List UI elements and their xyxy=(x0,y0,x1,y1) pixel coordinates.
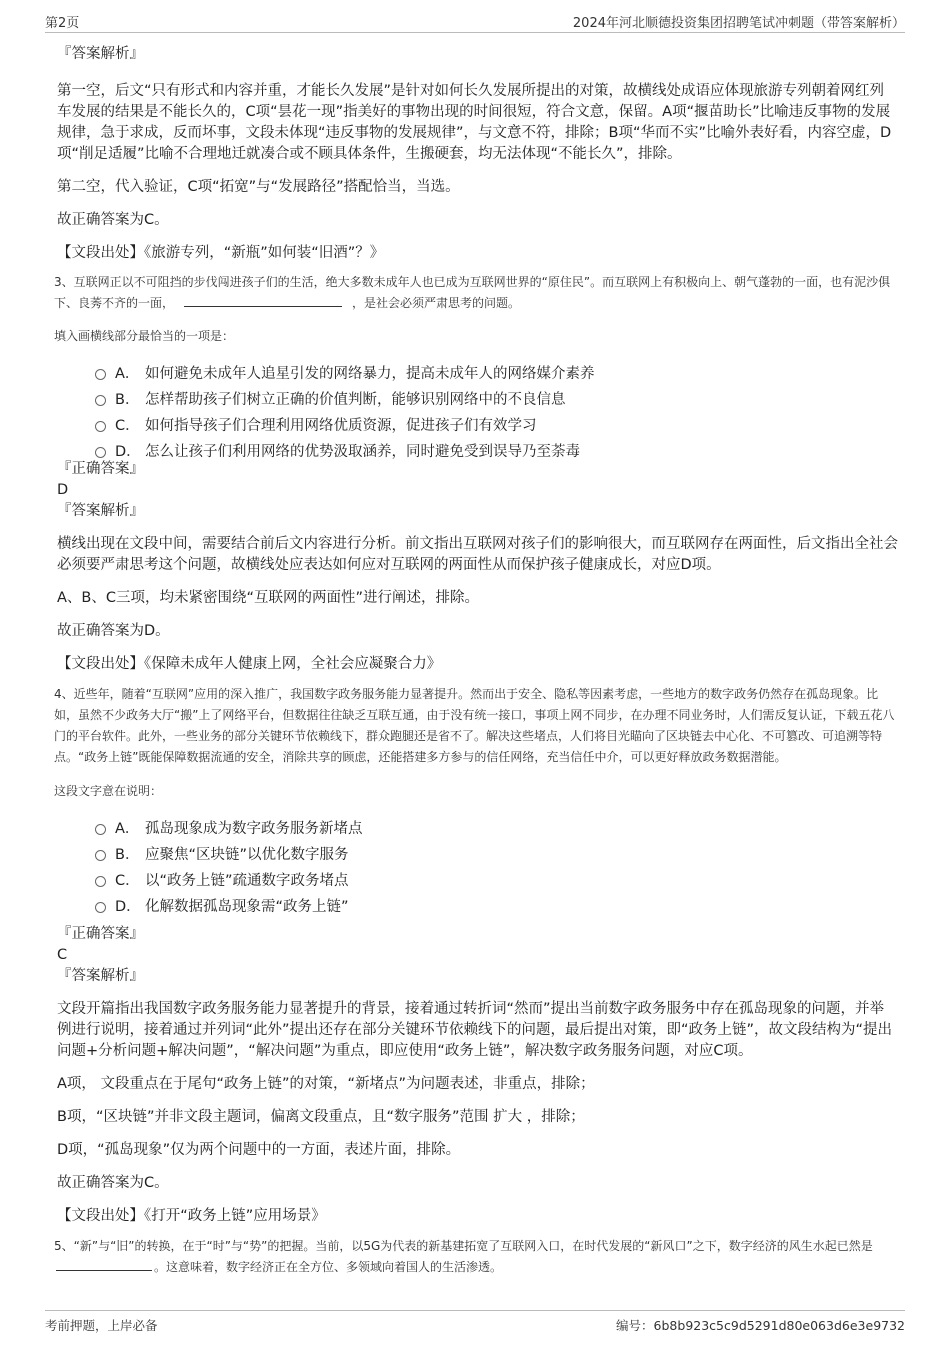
q4-options xyxy=(95,816,898,920)
q4-answer-label: 『正确答案』 xyxy=(57,926,144,942)
q3-analysis-label: 『答案解析』 xyxy=(57,503,144,519)
document-title: 2024年河北顺德投资集团招聘笔试冲刺题（带答案解析） xyxy=(572,16,905,31)
radio-icon[interactable] xyxy=(95,369,106,380)
q3-answer-label: 『正确答案』 xyxy=(57,461,144,477)
q2-analysis-label: 『答案解析』 xyxy=(57,46,144,62)
radio-icon[interactable] xyxy=(95,902,106,913)
q2-analysis-p2: 第二空，代入验证，C项“拓宽”与“发展路径”搭配恰当，当选。 xyxy=(57,179,460,195)
radio-icon[interactable] xyxy=(95,395,106,406)
radio-icon[interactable] xyxy=(95,876,106,887)
q4-option-b[interactable]: B． 应聚焦“区块链”以优化数字服务 xyxy=(95,842,898,868)
q4-analysis-label: 『答案解析』 xyxy=(57,968,144,984)
q5-blank xyxy=(56,1258,152,1271)
page-footer xyxy=(45,1310,905,1336)
q3-options xyxy=(95,361,898,465)
q4-analysis-p4: D项，“孤岛现象”仅为两个问题中的一方面，表述片面，排除。 xyxy=(57,1142,461,1158)
q4-analysis-p5: 故正确答案为C。 xyxy=(57,1175,169,1191)
q3-option-b[interactable]: B． 怎样帮助孩子们树立正确的价值判断，能够识别网络中的不良信息 xyxy=(95,387,898,413)
q2-analysis-p3: 故正确答案为C。 xyxy=(57,212,169,228)
q4-prompt: 这段文字意在说明： xyxy=(54,784,163,798)
page-number: 第2页 xyxy=(45,16,80,31)
footer-slogan: 考前押题，上岸必备 xyxy=(45,1318,158,1333)
q3-source: 【文段出处】《保障未成年人健康上网，全社会应凝聚合力》 xyxy=(57,656,442,672)
q4-analysis-p3: B项，“区块链”并非文段主题词，偏离文段重点，且“数字服务”范围 扩大 ，排除； xyxy=(57,1109,585,1125)
document-id: 编号：6b8b923c5c9d5291d80e063d6e3e9732 xyxy=(616,1318,905,1333)
q2-source: 【文段出处】《旅游专列，“新瓶”如何装“旧酒”？》 xyxy=(57,245,385,261)
q3-analysis-p3: 故正确答案为D。 xyxy=(57,623,170,639)
q3-analysis-p1: 横线出现在文段中间，需要结合前后文内容进行分析。前文指出互联网对孩子们的影响很大，而互联网存在两面性，后文指出全社会必须要严肃思考这个问题，故横线处应表达如何应对互联网的两面性从而保护孩子健康成长，对应D项。 xyxy=(57,536,898,573)
q3-analysis-p2: A、B、C三项，均未紧密围绕“互联网的两面性”进行阐述，排除。 xyxy=(57,590,480,606)
q4-option-c[interactable]: C． 以“政务上链”疏通数字政务堵点 xyxy=(95,868,898,894)
q3-option-a[interactable]: A． 如何避免未成年人追星引发的网络暴力，提高未成年人的网络媒介素养 xyxy=(95,361,898,387)
q4-answer: C xyxy=(57,947,68,963)
q2-analysis-p1: 第一空，后文“只有形式和内容并重，才能长久发展”是针对如何长久发展所提出的对策，故横线处成语应体现旅游专列朝着网红列车发展的结果是不能长久的，C项“昙花一现”指美好的事物出现的时间很短，符合文意，保留。A项“揠苗助长”比喻违反事物的发展规律，急于求成，反而坏事，文段未体现“违反事物的发展规律”，与文意不符，排除；B项“华而不实”比喻外表好看，内容空虚，D项“削足适履”比喻不合理地迁就凑合或不顾具体条件，生搬硬套，均无法体现“不能长久”，排除。 xyxy=(57,83,892,162)
q3-stem-start: 3、互联网正以不可阻挡的步伐闯进孩子们的生活，绝大多数未成年人也已成为互联网世界的“原住民”。而互联网上有积极向上、朝气蓬勃的一面，也有泥沙俱下、良莠不齐的一面， xyxy=(54,275,891,310)
q5-stem-start: 5、“新”与“旧”的转换，在于“时”与“势”的把握。当前，以5G为代表的新基建拓宽了互联网入口，在时代发展的“新风口”之下，数字经济的风生水起已然是 xyxy=(54,1239,873,1253)
radio-icon[interactable] xyxy=(95,447,106,458)
q4-stem: 4、近些年，随着“互联网”应用的深入推广，我国数字政务服务能力显著提升。然而出于安全、隐私等因素考虑，一些地方的数字政务仍然存在孤岛现象。比如，虽然不少政务大厅“搬”上了网络平台，但数据往往缺乏互联互通，由于没有统一接口，事项上网不同步，在办理不同业务时，人们需反复认证，下载五花八门的平台软件。此外，一些业务的部分关键环节依赖线下，群众跑腿还是省不了。解决这些堵点，人们将目光瞄向了区块链去中心化、不可篡改、可追溯等特点。“政务上链”既能保障数据流通的安全，消除共享的顾虑，还能搭建多方参与的信任网络，充当信任中介，可以更好释放政务数据潜能。 xyxy=(54,687,895,764)
radio-icon[interactable] xyxy=(95,850,106,861)
q3-answer: D xyxy=(57,482,69,498)
radio-icon[interactable] xyxy=(95,824,106,835)
q5-stem-end: 。这意味着，数字经济正在全方位、多领域向着国人的生活渗透。 xyxy=(154,1260,503,1274)
page-header xyxy=(45,10,905,33)
q3-blank xyxy=(184,294,342,307)
q4-analysis-p2: A项， 文段重点在于尾句“政务上链”的对策，“新堵点”为问题表述，非重点，排除； xyxy=(57,1076,595,1092)
q3-option-d[interactable]: D． 怎么让孩子们利用网络的优势汲取涵养，同时避免受到误导乃至荼毒 xyxy=(95,439,898,465)
q3-prompt: 填入画横线部分最恰当的一项是： xyxy=(54,329,235,343)
radio-icon[interactable] xyxy=(95,421,106,432)
page-content xyxy=(54,42,898,1278)
q4-analysis-p1: 文段开篇指出我国数字政务服务能力显著提升的背景，接着通过转折词“然而”提出当前数字政务服务中存在孤岛现象的问题，并举例进行说明，接着通过并列词“此外”提出还存在部分关键环节依赖线下的问题，最后提出对策，即“政务上链”，故文段结构为“提出问题+分析问题+解决问题”，“解决问题”为重点，即应使用“政务上链”，解决数字政务服务问题，对应C项。 xyxy=(57,1001,893,1059)
q3-stem xyxy=(54,272,898,314)
q4-option-a[interactable]: A． 孤岛现象成为数字政务服务新堵点 xyxy=(95,816,898,842)
q4-source: 【文段出处】《打开“政务上链”应用场景》 xyxy=(57,1208,326,1224)
q4-option-d[interactable]: D． 化解数据孤岛现象需“政务上链” xyxy=(95,894,898,920)
q3-option-c[interactable]: C． 如何指导孩子们合理利用网络优质资源，促进孩子们有效学习 xyxy=(95,413,898,439)
q5-stem xyxy=(54,1236,898,1278)
q3-stem-end: ，是社会必须严肃思考的问题。 xyxy=(352,296,521,310)
